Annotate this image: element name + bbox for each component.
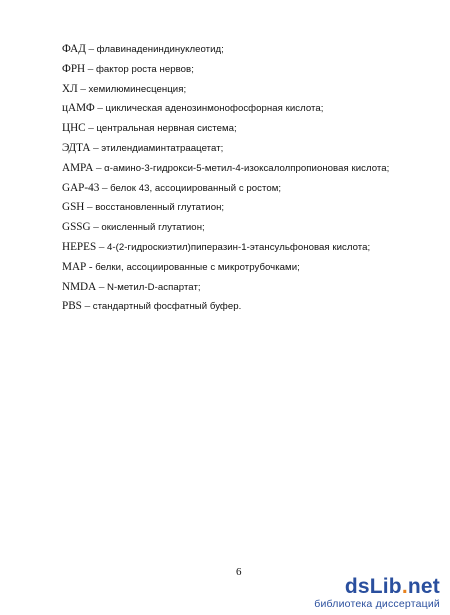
abbreviation-definition: хемилюминесценция; — [88, 83, 187, 95]
abbreviation-item — [62, 297, 442, 317]
abbreviation-definition: окисленный глутатион; — [101, 222, 205, 234]
abbreviation-separator: – — [88, 122, 94, 135]
abbreviation-list — [62, 40, 442, 317]
abbreviation-item — [62, 238, 442, 258]
dslib-watermark — [314, 576, 440, 611]
abbreviation-separator: – — [80, 82, 86, 95]
abbreviation-term: GSSG — [62, 221, 91, 234]
abbreviation-term: PBS — [62, 300, 82, 313]
logo-ds-text: ds — [344, 575, 370, 598]
abbreviation-term: NMDA — [62, 280, 97, 293]
abbreviation-definition: α-амино-3-гидрокси-5-метил-4-изоксалолпропионовая кислота; — [104, 162, 390, 174]
abbreviation-separator: – — [88, 43, 94, 55]
abbreviation-separator: – — [97, 102, 103, 115]
abbreviation-definition: флавинадениндинуклеотид; — [96, 44, 224, 55]
abbreviation-separator: – — [101, 181, 108, 194]
abbreviation-item — [62, 99, 442, 119]
abbreviation-term: AMPA — [62, 161, 94, 174]
abbreviation-item — [62, 218, 442, 238]
abbreviation-definition: фактор роста нервов; — [95, 63, 194, 75]
abbreviation-definition: восстановленный глутатион; — [95, 202, 225, 214]
abbreviation-separator: – — [93, 141, 99, 154]
logo-net-text: net — [407, 575, 440, 598]
abbreviation-separator: – — [93, 221, 99, 234]
abbreviation-definition: стандартный фосфатный буфер. — [92, 301, 242, 313]
watermark-subtitle: библиотека диссертаций — [314, 598, 440, 610]
abbreviation-separator: – — [98, 240, 105, 253]
abbreviation-term: ЭДТА — [62, 141, 91, 154]
abbreviation-definition: белок 43, ассоциированный с ростом; — [110, 182, 282, 194]
abbreviation-term: MAP — [62, 260, 87, 273]
abbreviation-separator: – — [84, 300, 91, 313]
abbreviation-separator: - — [88, 260, 93, 273]
abbreviation-item — [62, 119, 442, 139]
abbreviation-definition: 4-(2-гидроскиэтил)пиперазин-1-этансульфоновая кислота; — [107, 241, 371, 253]
abbreviation-item — [62, 159, 442, 179]
abbreviation-separator: – — [87, 62, 94, 75]
dslib-logo — [314, 576, 440, 598]
abbreviation-definition: этилендиаминтатраацетат; — [101, 142, 224, 154]
abbreviation-term: ФРН — [62, 62, 86, 75]
abbreviation-separator: – — [87, 201, 93, 214]
abbreviation-term: GSH — [62, 201, 85, 214]
abbreviation-separator: – — [95, 161, 102, 174]
abbreviation-item — [62, 80, 442, 100]
abbreviation-item — [62, 60, 442, 80]
page-number: 6 — [236, 566, 242, 578]
abbreviation-item — [62, 278, 442, 298]
abbreviation-definition: N-метил-D-аспартат; — [107, 281, 201, 293]
abbreviation-item — [62, 198, 442, 218]
abbreviation-item — [62, 40, 442, 60]
abbreviation-definition: циклическая аденозинмонофосфорная кислота; — [105, 103, 324, 115]
logo-lib-text: Lib — [369, 575, 402, 598]
logo-dot-text: . — [401, 575, 408, 598]
abbreviation-separator: – — [98, 280, 105, 293]
abbreviation-item — [62, 258, 442, 278]
abbreviation-term: HEPES — [62, 240, 97, 253]
abbreviation-term: GAP-43 — [62, 181, 100, 194]
abbreviation-term: ФАД — [62, 43, 86, 55]
abbreviation-item — [62, 179, 442, 199]
abbreviation-term: ЦНС — [62, 122, 86, 135]
abbreviation-definition: белки, ассоциированные с микротрубочками; — [95, 261, 300, 273]
abbreviation-item — [62, 139, 442, 159]
abbreviation-term: ХЛ — [62, 82, 78, 95]
abbreviation-term: цАМФ — [62, 102, 95, 115]
abbreviation-definition: центральная нервная система; — [96, 123, 237, 135]
